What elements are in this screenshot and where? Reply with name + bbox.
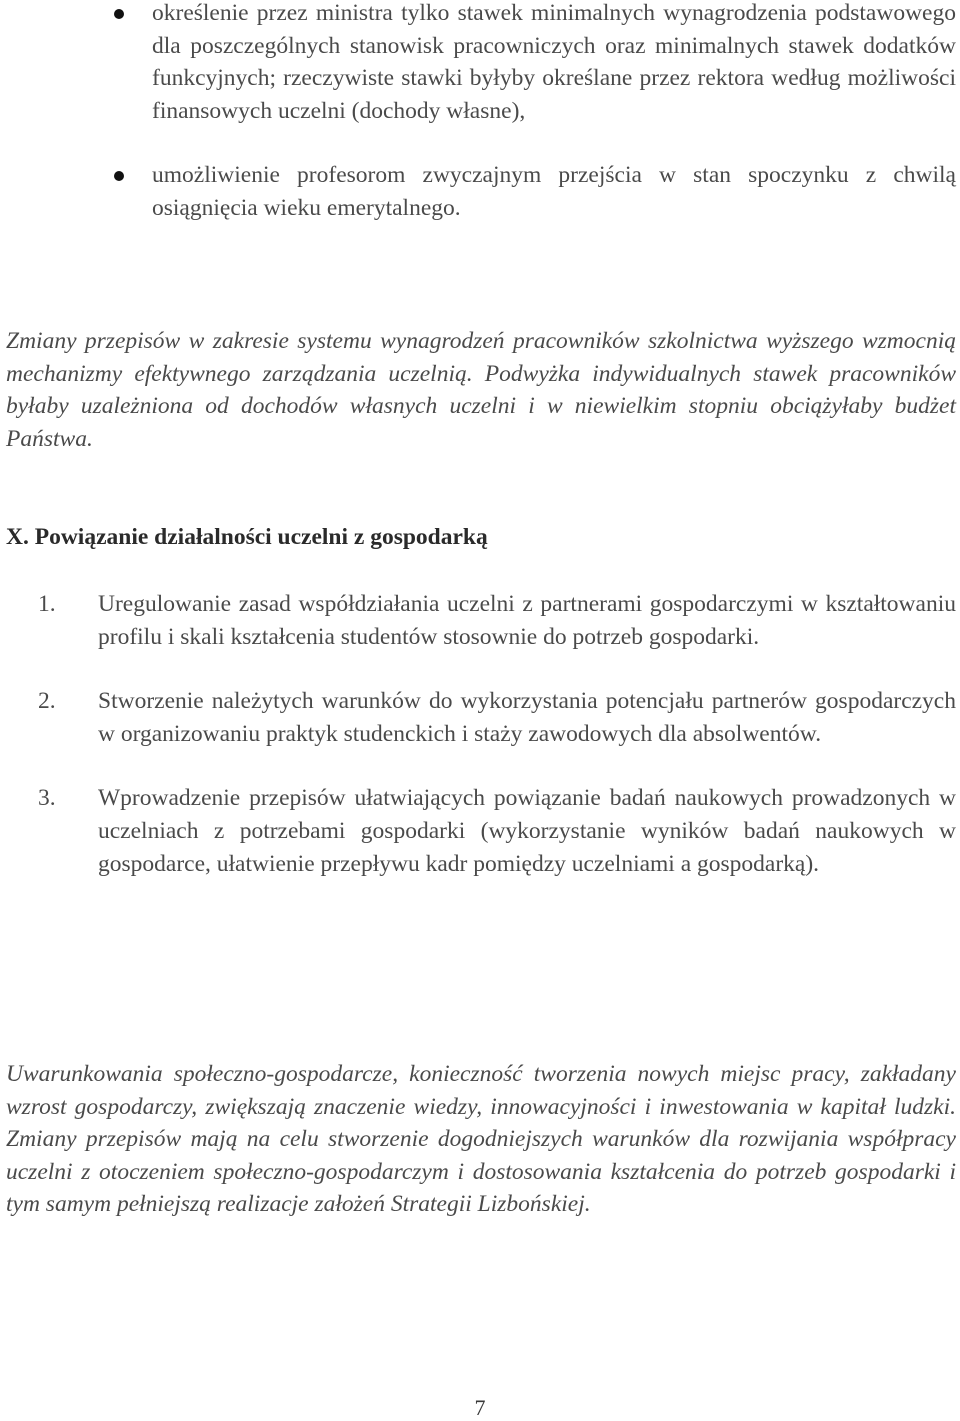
numbered-item xyxy=(0,782,956,880)
item-text: Stworzenie należytych warunków do wykorzystania potencjału partnerów gospodarczych w organizowaniu praktyk studenckich i staży zawodowych dla absolwentów. xyxy=(98,688,956,747)
bullet-icon xyxy=(114,171,124,181)
bullet-text: określenie przez ministra tylko stawek minimalnych wynagrodzenia podstawowego dla poszczególnych stanowisk pracowniczych oraz minimalnych stawek dodatków funkcyjnych; rzeczywiste stawki byłyby określane przez rektora według możliwości finansowych uczelni (dochody własne), xyxy=(152,0,956,124)
item-number: 1. xyxy=(38,591,56,617)
page-number: 7 xyxy=(474,1395,486,1420)
section-heading: X. Powiązanie działalności uczelni z gospodarką xyxy=(6,524,488,550)
numbered-item xyxy=(0,685,956,750)
item-number: 2. xyxy=(38,688,56,715)
bullet-list xyxy=(0,0,960,257)
item-number: 3. xyxy=(38,785,56,812)
item-text: Uregulowanie zasad współdziałania uczelni z partnerami gospodarczymi w kształtowaniu profilu i skali kształcenia studentów stosownie do potrzeb gospodarki. xyxy=(98,591,956,650)
numbered-list xyxy=(0,588,960,912)
italic-paragraph-economy: Uwarunkowania społeczno-gospodarcze, konieczność tworzenia nowych miejsc pracy, zakładany wzrost gospodarczy, zwiększają znaczenie wiedzy, innowacyjności i inwestowania w kapitał ludzki. Zmiany przepisów mają na celu stworzenie dogodniejszych warunków dla rozwijania współpracy uczelni z otoczeniem społeczno-gospodarczym i dostosowania kształcenia do potrzeb gospodarki i tym samym pełniejszą realizacje założeń Strategii Lizbońskiej. xyxy=(6,1061,956,1218)
item-text: Wprowadzenie przepisów ułatwiających powiązanie badań naukowych prowadzonych w uczelniach z potrzebami gospodarki (wykorzystanie wyników badań naukowych w gospodarce, ułatwienie przepływu kadr pomiędzy uczelniami a gospodarką). xyxy=(98,785,956,877)
bullet-icon xyxy=(114,9,124,19)
bullet-text: umożliwienie profesorom zwyczajnym przejścia w stan spoczynku z chwilą osiągnięcia wieku emerytalnego. xyxy=(152,162,956,221)
bullet-item xyxy=(0,0,956,127)
numbered-item xyxy=(0,588,956,653)
bullet-item xyxy=(0,159,956,224)
italic-paragraph-wages: Zmiany przepisów w zakresie systemu wynagrodzeń pracowników szkolnictwa wyższego wzmocnią mechanizmy efektywnego zarządzania uczelnią. Podwyżka indywidualnych stawek pracowników byłaby uzależniona od dochodów własnych uczelni i w niewielkim stopniu obciążyłaby budżet Państwa. xyxy=(6,328,956,452)
